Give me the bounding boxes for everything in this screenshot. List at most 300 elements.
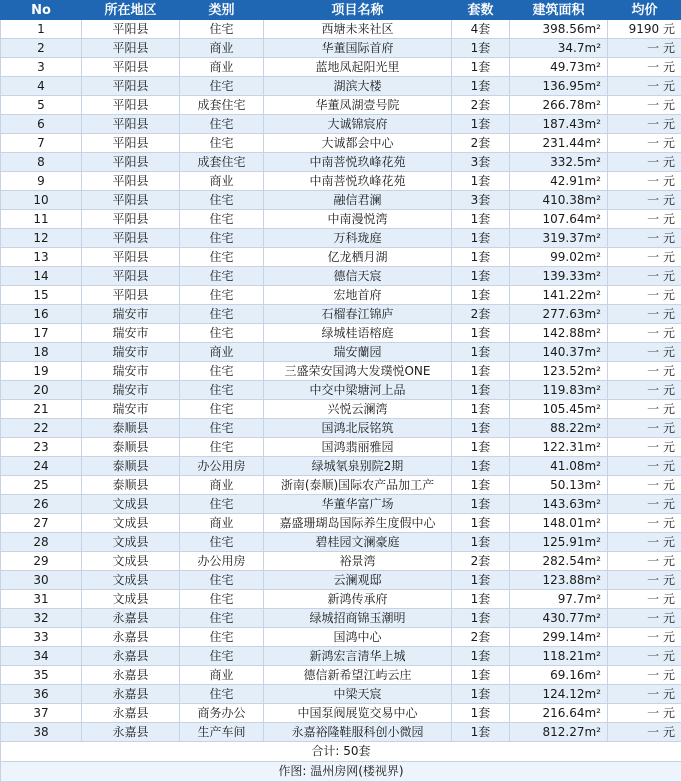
cell-type: 成套住宅 — [180, 96, 264, 115]
cell-project-name: 华董华富广场 — [264, 495, 452, 514]
table-row — [1, 571, 681, 590]
cell-area: 34.7m² — [510, 39, 608, 58]
cell-avg-price: 一 元 — [608, 267, 681, 286]
cell-area: 42.91m² — [510, 172, 608, 191]
cell-type: 商业 — [180, 514, 264, 533]
cell-project-name: 永嘉裕隆鞋服科创小微园 — [264, 723, 452, 742]
cell-no: 34 — [1, 647, 82, 666]
cell-units: 3套 — [452, 153, 510, 172]
table-row — [1, 96, 681, 115]
cell-type: 住宅 — [180, 115, 264, 134]
cell-region: 永嘉县 — [82, 723, 180, 742]
cell-type: 住宅 — [180, 229, 264, 248]
table-row — [1, 628, 681, 647]
cell-avg-price: 一 元 — [608, 590, 681, 609]
cell-type: 住宅 — [180, 362, 264, 381]
cell-type: 住宅 — [180, 77, 264, 96]
table-row — [1, 267, 681, 286]
cell-project-name: 瑞安蘭园 — [264, 343, 452, 362]
cell-area: 136.95m² — [510, 77, 608, 96]
cell-type: 住宅 — [180, 400, 264, 419]
total-row — [1, 742, 681, 762]
cell-type: 住宅 — [180, 571, 264, 590]
cell-type: 住宅 — [180, 419, 264, 438]
cell-avg-price: 一 元 — [608, 115, 681, 134]
cell-region: 文成县 — [82, 495, 180, 514]
cell-avg-price: 一 元 — [608, 571, 681, 590]
cell-area: 124.12m² — [510, 685, 608, 704]
cell-project-name: 中南菩悦玖峰花苑 — [264, 172, 452, 191]
cell-region: 平阳县 — [82, 58, 180, 77]
cell-units: 1套 — [452, 647, 510, 666]
table-row — [1, 191, 681, 210]
cell-avg-price: 一 元 — [608, 476, 681, 495]
source-label: 作图: 温州房网(楼视界) — [1, 762, 681, 782]
cell-type: 商务办公 — [180, 704, 264, 723]
table-row — [1, 324, 681, 343]
cell-units: 1套 — [452, 685, 510, 704]
cell-avg-price: 一 元 — [608, 438, 681, 457]
cell-units: 1套 — [452, 533, 510, 552]
table-row — [1, 552, 681, 571]
table-row — [1, 590, 681, 609]
cell-area: 430.77m² — [510, 609, 608, 628]
cell-units: 1套 — [452, 666, 510, 685]
cell-no: 20 — [1, 381, 82, 400]
cell-region: 文成县 — [82, 533, 180, 552]
cell-area: 88.22m² — [510, 419, 608, 438]
header-area: 建筑面积 — [510, 1, 608, 20]
cell-area: 41.08m² — [510, 457, 608, 476]
cell-units: 1套 — [452, 609, 510, 628]
cell-area: 50.13m² — [510, 476, 608, 495]
cell-no: 31 — [1, 590, 82, 609]
cell-units: 2套 — [452, 552, 510, 571]
cell-area: 118.21m² — [510, 647, 608, 666]
cell-project-name: 国鸿翡丽雅园 — [264, 438, 452, 457]
cell-units: 1套 — [452, 514, 510, 533]
cell-project-name: 蓝地凤起阳光里 — [264, 58, 452, 77]
cell-area: 123.52m² — [510, 362, 608, 381]
cell-type: 商业 — [180, 58, 264, 77]
cell-project-name: 中南漫悦湾 — [264, 210, 452, 229]
cell-region: 瑞安市 — [82, 362, 180, 381]
cell-type: 住宅 — [180, 210, 264, 229]
cell-no: 19 — [1, 362, 82, 381]
cell-project-name: 绿城桂语榕庭 — [264, 324, 452, 343]
cell-area: 140.37m² — [510, 343, 608, 362]
cell-avg-price: 一 元 — [608, 533, 681, 552]
cell-region: 泰顺县 — [82, 419, 180, 438]
cell-type: 商业 — [180, 476, 264, 495]
cell-region: 瑞安市 — [82, 324, 180, 343]
cell-no: 23 — [1, 438, 82, 457]
total-label: 合计: 50套 — [1, 742, 681, 762]
cell-no: 17 — [1, 324, 82, 343]
cell-area: 69.16m² — [510, 666, 608, 685]
cell-type: 住宅 — [180, 533, 264, 552]
cell-project-name: 西塘未来社区 — [264, 20, 452, 39]
cell-no: 13 — [1, 248, 82, 267]
cell-avg-price: 一 元 — [608, 609, 681, 628]
cell-project-name: 国鸿中心 — [264, 628, 452, 647]
cell-no: 6 — [1, 115, 82, 134]
cell-no: 11 — [1, 210, 82, 229]
cell-avg-price: 一 元 — [608, 457, 681, 476]
table-row — [1, 172, 681, 191]
cell-area: 332.5m² — [510, 153, 608, 172]
table-row — [1, 514, 681, 533]
cell-type: 住宅 — [180, 20, 264, 39]
cell-area: 231.44m² — [510, 134, 608, 153]
table-row — [1, 20, 681, 39]
cell-area: 277.63m² — [510, 305, 608, 324]
cell-type: 住宅 — [180, 381, 264, 400]
cell-area: 216.64m² — [510, 704, 608, 723]
cell-project-name: 绿城招商锦玉潮明 — [264, 609, 452, 628]
cell-units: 1套 — [452, 229, 510, 248]
cell-type: 住宅 — [180, 324, 264, 343]
table-row — [1, 77, 681, 96]
cell-no: 9 — [1, 172, 82, 191]
cell-project-name: 德信天宸 — [264, 267, 452, 286]
cell-area: 319.37m² — [510, 229, 608, 248]
table-header-row — [1, 1, 681, 20]
cell-region: 瑞安市 — [82, 305, 180, 324]
cell-area: 141.22m² — [510, 286, 608, 305]
cell-avg-price: 一 元 — [608, 362, 681, 381]
cell-type: 住宅 — [180, 191, 264, 210]
cell-avg-price: 一 元 — [608, 552, 681, 571]
cell-units: 1套 — [452, 115, 510, 134]
cell-avg-price: 一 元 — [608, 210, 681, 229]
cell-avg-price: 一 元 — [608, 514, 681, 533]
cell-avg-price: 一 元 — [608, 134, 681, 153]
cell-no: 1 — [1, 20, 82, 39]
cell-units: 1套 — [452, 39, 510, 58]
cell-type: 住宅 — [180, 134, 264, 153]
cell-region: 平阳县 — [82, 134, 180, 153]
cell-region: 平阳县 — [82, 248, 180, 267]
cell-avg-price: 一 元 — [608, 685, 681, 704]
cell-project-name: 新鸿宏言清华上城 — [264, 647, 452, 666]
cell-area: 49.73m² — [510, 58, 608, 77]
cell-no: 18 — [1, 343, 82, 362]
cell-region: 平阳县 — [82, 229, 180, 248]
cell-type: 商业 — [180, 666, 264, 685]
cell-region: 瑞安市 — [82, 381, 180, 400]
cell-no: 10 — [1, 191, 82, 210]
cell-area: 148.01m² — [510, 514, 608, 533]
cell-units: 1套 — [452, 457, 510, 476]
table-row — [1, 115, 681, 134]
cell-units: 3套 — [452, 191, 510, 210]
cell-region: 平阳县 — [82, 267, 180, 286]
table-row — [1, 476, 681, 495]
cell-project-name: 华董国际首府 — [264, 39, 452, 58]
table-row — [1, 495, 681, 514]
cell-area: 119.83m² — [510, 381, 608, 400]
cell-no: 27 — [1, 514, 82, 533]
table-row — [1, 305, 681, 324]
cell-area: 282.54m² — [510, 552, 608, 571]
cell-no: 24 — [1, 457, 82, 476]
cell-type: 住宅 — [180, 647, 264, 666]
cell-avg-price: 一 元 — [608, 495, 681, 514]
table-row — [1, 39, 681, 58]
cell-area: 97.7m² — [510, 590, 608, 609]
cell-region: 平阳县 — [82, 210, 180, 229]
cell-region: 永嘉县 — [82, 685, 180, 704]
table-body — [1, 20, 681, 742]
cell-type: 成套住宅 — [180, 153, 264, 172]
header-type: 类别 — [180, 1, 264, 20]
table-row — [1, 419, 681, 438]
cell-no: 16 — [1, 305, 82, 324]
table-row — [1, 210, 681, 229]
cell-units: 2套 — [452, 134, 510, 153]
cell-project-name: 大诚锦宸府 — [264, 115, 452, 134]
cell-region: 瑞安市 — [82, 400, 180, 419]
cell-no: 15 — [1, 286, 82, 305]
cell-avg-price: 一 元 — [608, 324, 681, 343]
cell-avg-price: 一 元 — [608, 305, 681, 324]
cell-units: 1套 — [452, 590, 510, 609]
cell-avg-price: 一 元 — [608, 39, 681, 58]
cell-area: 299.14m² — [510, 628, 608, 647]
cell-avg-price: 一 元 — [608, 58, 681, 77]
cell-units: 1套 — [452, 324, 510, 343]
cell-project-name: 融信君澜 — [264, 191, 452, 210]
cell-units: 1套 — [452, 267, 510, 286]
cell-region: 平阳县 — [82, 20, 180, 39]
table-row — [1, 381, 681, 400]
cell-region: 文成县 — [82, 552, 180, 571]
cell-type: 住宅 — [180, 438, 264, 457]
cell-units: 1套 — [452, 495, 510, 514]
cell-region: 平阳县 — [82, 153, 180, 172]
cell-avg-price: 一 元 — [608, 286, 681, 305]
table-row — [1, 343, 681, 362]
cell-region: 平阳县 — [82, 286, 180, 305]
cell-region: 永嘉县 — [82, 609, 180, 628]
cell-project-name: 碧桂园文澜豪庭 — [264, 533, 452, 552]
cell-region: 永嘉县 — [82, 666, 180, 685]
cell-units: 1套 — [452, 58, 510, 77]
cell-area: 187.43m² — [510, 115, 608, 134]
cell-avg-price: 一 元 — [608, 229, 681, 248]
table-row — [1, 134, 681, 153]
cell-avg-price: 一 元 — [608, 248, 681, 267]
table-row — [1, 362, 681, 381]
cell-region: 文成县 — [82, 571, 180, 590]
cell-units: 2套 — [452, 628, 510, 647]
cell-units: 1套 — [452, 419, 510, 438]
cell-project-name: 嘉盛珊瑚岛国际养生度假中心 — [264, 514, 452, 533]
cell-units: 2套 — [452, 96, 510, 115]
cell-area: 812.27m² — [510, 723, 608, 742]
cell-units: 1套 — [452, 248, 510, 267]
cell-region: 平阳县 — [82, 96, 180, 115]
cell-region: 泰顺县 — [82, 438, 180, 457]
table-row — [1, 58, 681, 77]
cell-type: 住宅 — [180, 590, 264, 609]
cell-project-name: 三盛荣安国鸿大发璞悦ONE — [264, 362, 452, 381]
cell-project-name: 中南菩悦玖峰花苑 — [264, 153, 452, 172]
cell-region: 泰顺县 — [82, 457, 180, 476]
cell-units: 1套 — [452, 476, 510, 495]
cell-type: 办公用房 — [180, 552, 264, 571]
cell-region: 平阳县 — [82, 172, 180, 191]
cell-avg-price: 一 元 — [608, 153, 681, 172]
cell-area: 142.88m² — [510, 324, 608, 343]
cell-avg-price: 一 元 — [608, 381, 681, 400]
cell-project-name: 中交中梁塘河上品 — [264, 381, 452, 400]
cell-avg-price: 一 元 — [608, 77, 681, 96]
header-units: 套数 — [452, 1, 510, 20]
cell-region: 文成县 — [82, 590, 180, 609]
cell-avg-price: 一 元 — [608, 723, 681, 742]
table-row — [1, 248, 681, 267]
cell-region: 平阳县 — [82, 191, 180, 210]
cell-project-name: 万科珑庭 — [264, 229, 452, 248]
cell-no: 33 — [1, 628, 82, 647]
cell-project-name: 浙南(泰顺)国际农产品加工产 — [264, 476, 452, 495]
cell-type: 生产车间 — [180, 723, 264, 742]
cell-project-name: 绿城氡泉别院2期 — [264, 457, 452, 476]
table-row — [1, 704, 681, 723]
table-row — [1, 666, 681, 685]
cell-avg-price: 一 元 — [608, 191, 681, 210]
cell-project-name: 裕景湾 — [264, 552, 452, 571]
cell-project-name: 中梁天宸 — [264, 685, 452, 704]
cell-no: 14 — [1, 267, 82, 286]
cell-type: 商业 — [180, 343, 264, 362]
cell-no: 2 — [1, 39, 82, 58]
cell-avg-price: 一 元 — [608, 400, 681, 419]
cell-units: 1套 — [452, 210, 510, 229]
cell-region: 平阳县 — [82, 39, 180, 58]
cell-no: 37 — [1, 704, 82, 723]
cell-type: 住宅 — [180, 267, 264, 286]
table-row — [1, 723, 681, 742]
cell-units: 1套 — [452, 438, 510, 457]
cell-region: 泰顺县 — [82, 476, 180, 495]
cell-project-name: 华董凤湖壹号院 — [264, 96, 452, 115]
table-row — [1, 400, 681, 419]
cell-units: 1套 — [452, 286, 510, 305]
cell-no: 25 — [1, 476, 82, 495]
table-row — [1, 438, 681, 457]
cell-units: 1套 — [452, 704, 510, 723]
cell-type: 商业 — [180, 39, 264, 58]
cell-area: 143.63m² — [510, 495, 608, 514]
cell-no: 28 — [1, 533, 82, 552]
header-project-name: 项目名称 — [264, 1, 452, 20]
cell-no: 35 — [1, 666, 82, 685]
cell-project-name: 新鸿传承府 — [264, 590, 452, 609]
cell-area: 266.78m² — [510, 96, 608, 115]
cell-units: 1套 — [452, 381, 510, 400]
cell-area: 139.33m² — [510, 267, 608, 286]
cell-project-name: 云澜观邸 — [264, 571, 452, 590]
cell-no: 21 — [1, 400, 82, 419]
cell-region: 瑞安市 — [82, 343, 180, 362]
header-region: 所在地区 — [82, 1, 180, 20]
cell-avg-price: 一 元 — [608, 704, 681, 723]
cell-area: 107.64m² — [510, 210, 608, 229]
cell-units: 1套 — [452, 362, 510, 381]
table-row — [1, 286, 681, 305]
header-avg-price: 均价 — [608, 1, 681, 20]
cell-region: 平阳县 — [82, 115, 180, 134]
cell-project-name: 兴悦云澜湾 — [264, 400, 452, 419]
cell-area: 410.38m² — [510, 191, 608, 210]
cell-project-name: 亿龙栖月湖 — [264, 248, 452, 267]
cell-avg-price: 9190 元 — [608, 20, 681, 39]
cell-avg-price: 一 元 — [608, 647, 681, 666]
cell-avg-price: 一 元 — [608, 628, 681, 647]
cell-region: 平阳县 — [82, 77, 180, 96]
table-row — [1, 229, 681, 248]
cell-no: 5 — [1, 96, 82, 115]
cell-project-name: 大诚都会中心 — [264, 134, 452, 153]
cell-avg-price: 一 元 — [608, 96, 681, 115]
table-row — [1, 609, 681, 628]
cell-avg-price: 一 元 — [608, 172, 681, 191]
cell-units: 1套 — [452, 172, 510, 191]
cell-area: 99.02m² — [510, 248, 608, 267]
cell-type: 住宅 — [180, 495, 264, 514]
cell-no: 4 — [1, 77, 82, 96]
cell-no: 36 — [1, 685, 82, 704]
cell-no: 7 — [1, 134, 82, 153]
cell-area: 105.45m² — [510, 400, 608, 419]
cell-no: 29 — [1, 552, 82, 571]
cell-no: 30 — [1, 571, 82, 590]
cell-no: 12 — [1, 229, 82, 248]
cell-avg-price: 一 元 — [608, 419, 681, 438]
cell-type: 住宅 — [180, 286, 264, 305]
cell-type: 商业 — [180, 172, 264, 191]
cell-area: 123.88m² — [510, 571, 608, 590]
cell-project-name: 德信新希望江屿云庄 — [264, 666, 452, 685]
cell-units: 1套 — [452, 723, 510, 742]
cell-no: 8 — [1, 153, 82, 172]
cell-project-name: 湖滨大楼 — [264, 77, 452, 96]
cell-no: 32 — [1, 609, 82, 628]
cell-type: 住宅 — [180, 685, 264, 704]
cell-area: 122.31m² — [510, 438, 608, 457]
cell-units: 2套 — [452, 305, 510, 324]
cell-region: 永嘉县 — [82, 704, 180, 723]
cell-area: 125.91m² — [510, 533, 608, 552]
cell-region: 文成县 — [82, 514, 180, 533]
cell-region: 永嘉县 — [82, 628, 180, 647]
table-row — [1, 647, 681, 666]
table-row — [1, 533, 681, 552]
cell-project-name: 石榴春江锦庐 — [264, 305, 452, 324]
cell-type: 住宅 — [180, 609, 264, 628]
cell-type: 办公用房 — [180, 457, 264, 476]
cell-type: 住宅 — [180, 305, 264, 324]
table-row — [1, 685, 681, 704]
cell-no: 3 — [1, 58, 82, 77]
cell-type: 住宅 — [180, 248, 264, 267]
cell-units: 1套 — [452, 400, 510, 419]
cell-area: 398.56m² — [510, 20, 608, 39]
table-row — [1, 457, 681, 476]
